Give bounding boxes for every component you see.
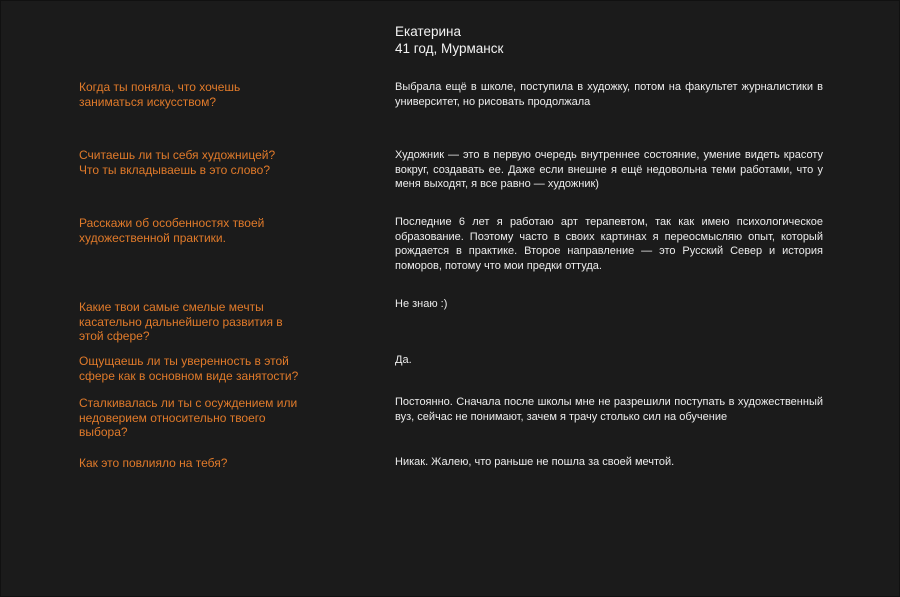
- answer-4: Не знаю :): [395, 298, 448, 310]
- question-1: Когда ты поняла, что хочешь заниматься искусством?: [79, 80, 241, 109]
- question-5: Ощущаешь ли ты уверенность в этой сфере как в основном виде занятости?: [79, 354, 299, 383]
- question-6: Сталкивалась ли ты с осуждением или недоверием относительно твоего выбора?: [79, 396, 298, 439]
- respondent-details: 41 год, Мурманск: [395, 41, 504, 56]
- question-3: Расскажи об особенностях твоей художественной практики.: [79, 216, 265, 245]
- question-4: Какие твои самые смелые мечты касательно дальнейшего развития в этой сфере?: [79, 300, 283, 343]
- answer-7: Никак. Жалею, что раньше не пошла за своей мечтой.: [395, 456, 675, 468]
- answer-6: Постоянно. Сначала после школы мне не разрешили поступать в художественный вуз, сейчас не понимают, зачем я трачу столько сил на обучение: [395, 396, 823, 423]
- question-7: Как это повлияло на тебя?: [79, 456, 228, 470]
- answer-5: Да.: [395, 354, 412, 366]
- respondent-header: [395, 23, 503, 57]
- answer-3: Последние 6 лет я работаю арт терапевтом, так как имею психологическое образование. Поэтому часто в своих картинах я переосмысляю опыт, который рождается в практике. Второе направление — это Русский Север и история поморов, потому что мои предки оттуда.: [395, 216, 823, 272]
- respondent-name: Екатерина: [395, 24, 461, 39]
- answer-1: Выбрала ещё в школе, поступила в художку, потом на факультет журналистики в университет, но рисовать продолжала: [395, 81, 823, 108]
- question-2: Считаешь ли ты себя художницей? Что ты вкладываешь в это слово?: [79, 148, 276, 177]
- answer-2: Художник — это в первую очередь внутреннее состояние, умение видеть красоту вокруг, создавать ее. Даже если внешне я ещё недовольна теми работами, что у меня выходят, я все равно — художник): [395, 149, 823, 190]
